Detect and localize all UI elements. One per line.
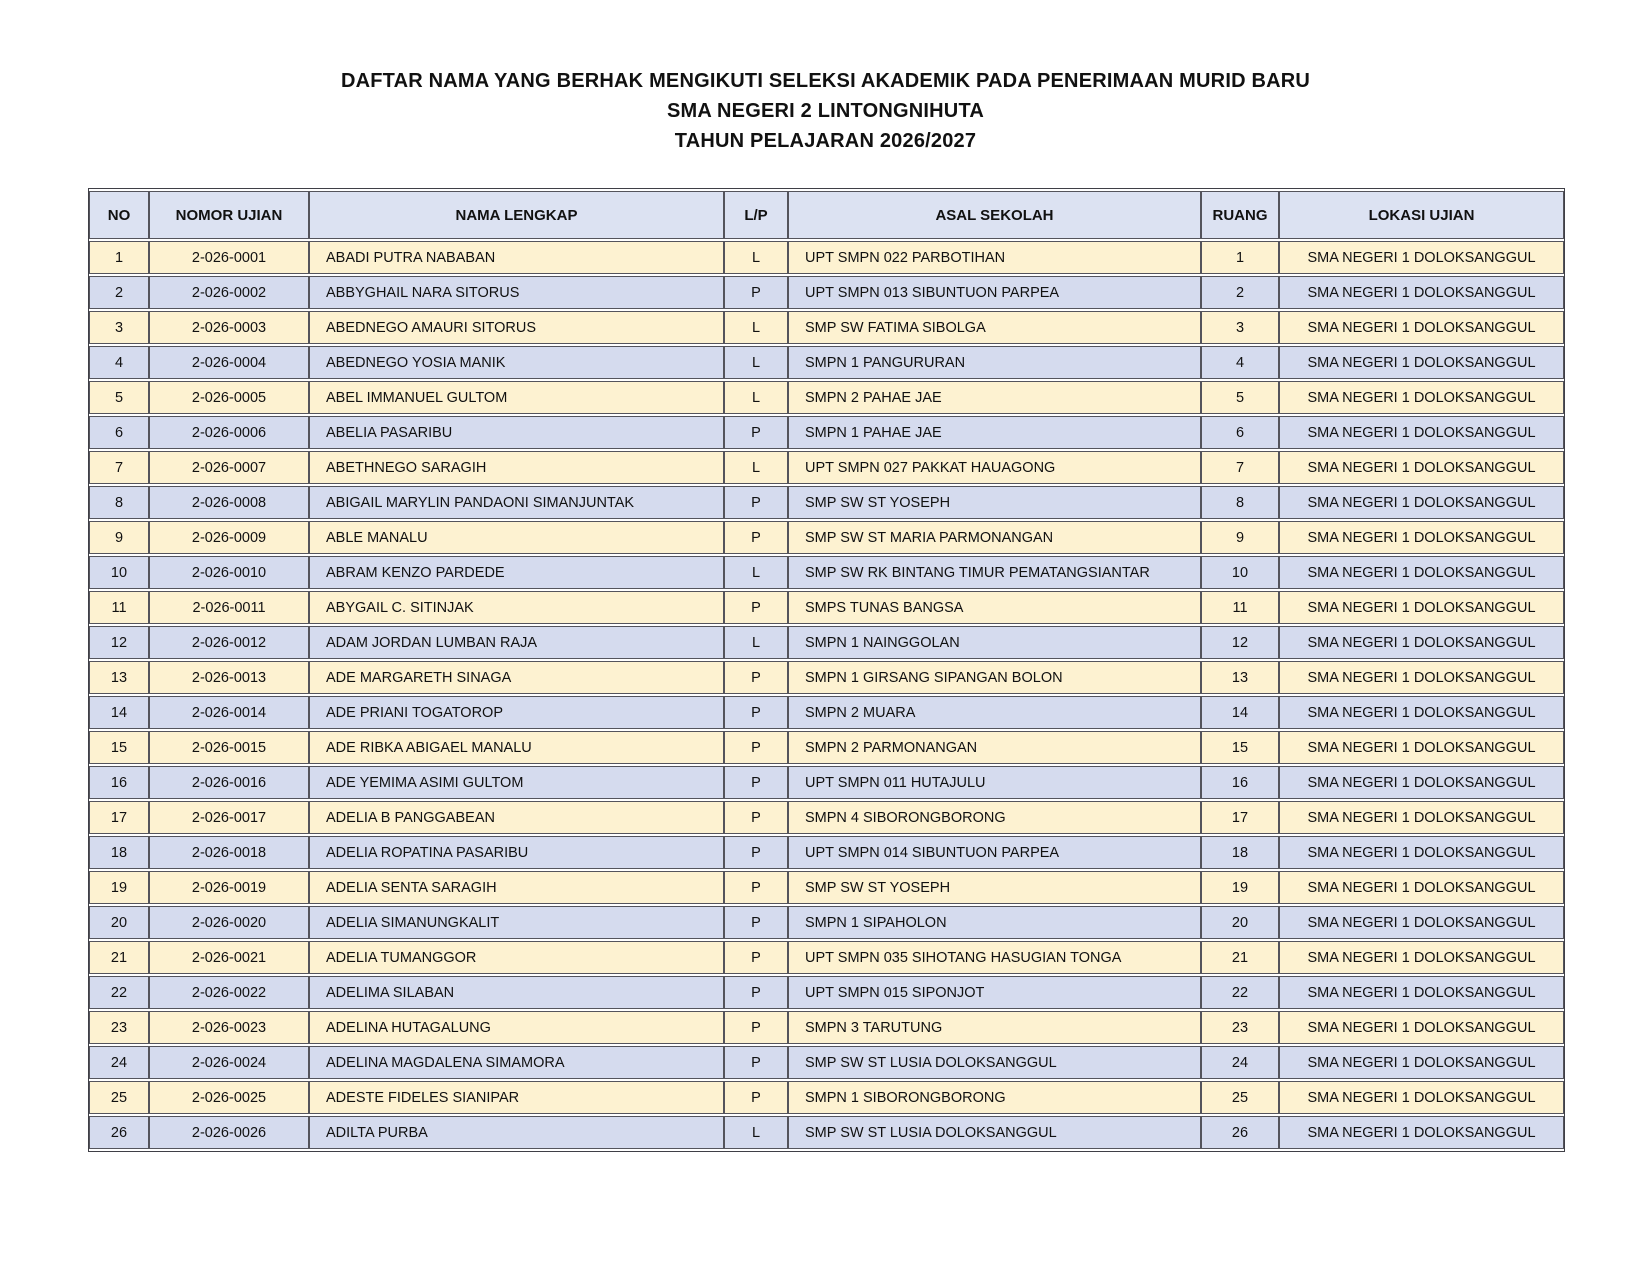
cell-exam-number: 2-026-0014: [149, 696, 309, 729]
table-row: [89, 626, 1564, 659]
table-row: [89, 416, 1564, 449]
cell-room: 17: [1201, 801, 1279, 834]
cell-exam-location: SMA NEGERI 1 DOLOKSANGGUL: [1279, 976, 1564, 1009]
cell-exam-location: SMA NEGERI 1 DOLOKSANGGUL: [1279, 311, 1564, 344]
cell-origin-school: SMPN 1 NAINGGOLAN: [788, 626, 1201, 659]
cell-full-name: ADE PRIANI TOGATOROP: [309, 696, 724, 729]
cell-gender: P: [724, 941, 788, 974]
cell-exam-location: SMA NEGERI 1 DOLOKSANGGUL: [1279, 731, 1564, 764]
cell-exam-number: 2-026-0007: [149, 451, 309, 484]
cell-no: 26: [89, 1116, 149, 1149]
cell-no: 17: [89, 801, 149, 834]
cell-exam-number: 2-026-0026: [149, 1116, 309, 1149]
cell-room: 12: [1201, 626, 1279, 659]
cell-gender: L: [724, 311, 788, 344]
cell-full-name: ABADI PUTRA NABABAN: [309, 241, 724, 274]
cell-gender: P: [724, 591, 788, 624]
cell-gender: P: [724, 486, 788, 519]
cell-exam-location: SMA NEGERI 1 DOLOKSANGGUL: [1279, 1046, 1564, 1079]
cell-full-name: ABEDNEGO YOSIA MANIK: [309, 346, 724, 379]
cell-no: 1: [89, 241, 149, 274]
cell-origin-school: SMPN 2 MUARA: [788, 696, 1201, 729]
cell-exam-number: 2-026-0013: [149, 661, 309, 694]
cell-room: 1: [1201, 241, 1279, 274]
table-row: [89, 836, 1564, 869]
cell-room: 19: [1201, 871, 1279, 904]
cell-exam-location: SMA NEGERI 1 DOLOKSANGGUL: [1279, 696, 1564, 729]
table-row: [89, 906, 1564, 939]
cell-full-name: ADAM JORDAN LUMBAN RAJA: [309, 626, 724, 659]
cell-origin-school: SMP SW FATIMA SIBOLGA: [788, 311, 1201, 344]
cell-gender: P: [724, 661, 788, 694]
cell-room: 10: [1201, 556, 1279, 589]
cell-no: 25: [89, 1081, 149, 1114]
cell-exam-location: SMA NEGERI 1 DOLOKSANGGUL: [1279, 241, 1564, 274]
table-row: [89, 766, 1564, 799]
cell-gender: L: [724, 626, 788, 659]
table-row: [89, 941, 1564, 974]
table-row: [89, 451, 1564, 484]
cell-exam-number: 2-026-0009: [149, 521, 309, 554]
cell-exam-location: SMA NEGERI 1 DOLOKSANGGUL: [1279, 906, 1564, 939]
cell-exam-number: 2-026-0016: [149, 766, 309, 799]
cell-room: 23: [1201, 1011, 1279, 1044]
cell-exam-location: SMA NEGERI 1 DOLOKSANGGUL: [1279, 661, 1564, 694]
cell-exam-location: SMA NEGERI 1 DOLOKSANGGUL: [1279, 836, 1564, 869]
cell-origin-school: SMPN 4 SIBORONGBORONG: [788, 801, 1201, 834]
cell-gender: P: [724, 416, 788, 449]
cell-exam-number: 2-026-0020: [149, 906, 309, 939]
header-cell-origin-school: ASAL SEKOLAH: [788, 191, 1201, 239]
cell-gender: L: [724, 346, 788, 379]
table-row: [89, 1011, 1564, 1044]
cell-room: 6: [1201, 416, 1279, 449]
cell-full-name: ABRAM KENZO PARDEDE: [309, 556, 724, 589]
table-row: [89, 871, 1564, 904]
cell-room: 5: [1201, 381, 1279, 414]
cell-room: 26: [1201, 1116, 1279, 1149]
cell-room: 18: [1201, 836, 1279, 869]
cell-room: 25: [1201, 1081, 1279, 1114]
table-row: [89, 241, 1564, 274]
cell-exam-location: SMA NEGERI 1 DOLOKSANGGUL: [1279, 871, 1564, 904]
cell-full-name: ADELIA TUMANGGOR: [309, 941, 724, 974]
cell-exam-number: 2-026-0005: [149, 381, 309, 414]
cell-exam-number: 2-026-0015: [149, 731, 309, 764]
cell-origin-school: UPT SMPN 011 HUTAJULU: [788, 766, 1201, 799]
header-cell-full-name: NAMA LENGKAP: [309, 191, 724, 239]
cell-full-name: ABELIA PASARIBU: [309, 416, 724, 449]
cell-room: 21: [1201, 941, 1279, 974]
cell-origin-school: SMPN 1 PAHAE JAE: [788, 416, 1201, 449]
table-row: [89, 976, 1564, 1009]
cell-no: 22: [89, 976, 149, 1009]
page-title-line1: DAFTAR NAMA YANG BERHAK MENGIKUTI SELEKSI AKADEMIK PADA PENERIMAAN MURID BARU: [340, 70, 1311, 92]
cell-origin-school: SMPN 1 PANGURURAN: [788, 346, 1201, 379]
cell-gender: P: [724, 836, 788, 869]
cell-room: 9: [1201, 521, 1279, 554]
cell-gender: L: [724, 451, 788, 484]
cell-no: 18: [89, 836, 149, 869]
cell-full-name: ADELIA SENTA SARAGIH: [309, 871, 724, 904]
cell-no: 19: [89, 871, 149, 904]
cell-room: 7: [1201, 451, 1279, 484]
cell-exam-number: 2-026-0001: [149, 241, 309, 274]
cell-exam-location: SMA NEGERI 1 DOLOKSANGGUL: [1279, 626, 1564, 659]
cell-exam-location: SMA NEGERI 1 DOLOKSANGGUL: [1279, 346, 1564, 379]
table-row: [89, 521, 1564, 554]
cell-gender: P: [724, 521, 788, 554]
cell-full-name: ADELIA ROPATINA PASARIBU: [309, 836, 724, 869]
cell-exam-number: 2-026-0017: [149, 801, 309, 834]
cell-origin-school: UPT SMPN 014 SIBUNTUON PARPEA: [788, 836, 1201, 869]
cell-gender: P: [724, 731, 788, 764]
cell-exam-number: 2-026-0019: [149, 871, 309, 904]
cell-exam-number: 2-026-0008: [149, 486, 309, 519]
cell-no: 16: [89, 766, 149, 799]
cell-room: 13: [1201, 661, 1279, 694]
cell-room: 8: [1201, 486, 1279, 519]
cell-no: 8: [89, 486, 149, 519]
cell-gender: L: [724, 241, 788, 274]
cell-room: 24: [1201, 1046, 1279, 1079]
cell-exam-location: SMA NEGERI 1 DOLOKSANGGUL: [1279, 451, 1564, 484]
header-cell-exam-number: NOMOR UJIAN: [149, 191, 309, 239]
cell-gender: P: [724, 1011, 788, 1044]
cell-room: 14: [1201, 696, 1279, 729]
cell-gender: L: [724, 1116, 788, 1149]
cell-full-name: ADELIA SIMANUNGKALIT: [309, 906, 724, 939]
cell-exam-location: SMA NEGERI 1 DOLOKSANGGUL: [1279, 276, 1564, 309]
header-cell-exam-location: LOKASI UJIAN: [1279, 191, 1564, 239]
cell-origin-school: UPT SMPN 015 SIPONJOT: [788, 976, 1201, 1009]
header-cell-gender: L/P: [724, 191, 788, 239]
cell-origin-school: SMPN 2 PAHAE JAE: [788, 381, 1201, 414]
cell-exam-number: 2-026-0022: [149, 976, 309, 1009]
cell-full-name: ADE RIBKA ABIGAEL MANALU: [309, 731, 724, 764]
page-title-line2: SMA NEGERI 2 LINTONGNIHUTA: [666, 100, 985, 122]
cell-exam-number: 2-026-0003: [149, 311, 309, 344]
cell-exam-number: 2-026-0012: [149, 626, 309, 659]
cell-exam-location: SMA NEGERI 1 DOLOKSANGGUL: [1279, 591, 1564, 624]
cell-full-name: ADE YEMIMA ASIMI GULTOM: [309, 766, 724, 799]
cell-full-name: ADELIA B PANGGABEAN: [309, 801, 724, 834]
table-row: [89, 381, 1564, 414]
cell-full-name: ABETHNEGO SARAGIH: [309, 451, 724, 484]
table-row: [89, 1081, 1564, 1114]
cell-room: 20: [1201, 906, 1279, 939]
cell-room: 16: [1201, 766, 1279, 799]
table-row: [89, 1116, 1564, 1149]
cell-origin-school: SMP SW RK BINTANG TIMUR PEMATANGSIANTAR: [788, 556, 1201, 589]
cell-gender: P: [724, 696, 788, 729]
cell-no: 12: [89, 626, 149, 659]
cell-exam-number: 2-026-0011: [149, 591, 309, 624]
cell-gender: P: [724, 766, 788, 799]
cell-exam-number: 2-026-0002: [149, 276, 309, 309]
cell-origin-school: SMP SW ST LUSIA DOLOKSANGGUL: [788, 1046, 1201, 1079]
cell-gender: P: [724, 1046, 788, 1079]
exam-candidates-table: [88, 188, 1565, 1152]
cell-origin-school: SMPN 1 GIRSANG SIPANGAN BOLON: [788, 661, 1201, 694]
cell-exam-number: 2-026-0021: [149, 941, 309, 974]
cell-room: 15: [1201, 731, 1279, 764]
table-row: [89, 486, 1564, 519]
cell-origin-school: SMPN 1 SIBORONGBORONG: [788, 1081, 1201, 1114]
cell-no: 20: [89, 906, 149, 939]
cell-origin-school: SMP SW ST MARIA PARMONANGAN: [788, 521, 1201, 554]
cell-gender: P: [724, 906, 788, 939]
cell-exam-location: SMA NEGERI 1 DOLOKSANGGUL: [1279, 766, 1564, 799]
table-row: [89, 311, 1564, 344]
cell-room: 22: [1201, 976, 1279, 1009]
cell-origin-school: SMP SW ST YOSEPH: [788, 871, 1201, 904]
cell-full-name: ABEDNEGO AMAURI SITORUS: [309, 311, 724, 344]
table-row: [89, 346, 1564, 379]
cell-full-name: ABLE MANALU: [309, 521, 724, 554]
cell-origin-school: SMP SW ST YOSEPH: [788, 486, 1201, 519]
cell-origin-school: SMPN 3 TARUTUNG: [788, 1011, 1201, 1044]
page-title: [88, 66, 1563, 156]
cell-full-name: ADELIMA SILABAN: [309, 976, 724, 1009]
cell-no: 2: [89, 276, 149, 309]
cell-no: 23: [89, 1011, 149, 1044]
cell-exam-number: 2-026-0023: [149, 1011, 309, 1044]
cell-gender: P: [724, 801, 788, 834]
cell-exam-number: 2-026-0004: [149, 346, 309, 379]
cell-gender: P: [724, 276, 788, 309]
cell-no: 3: [89, 311, 149, 344]
table-row: [89, 731, 1564, 764]
cell-full-name: ABYGAIL C. SITINJAK: [309, 591, 724, 624]
cell-full-name: ADELINA MAGDALENA SIMAMORA: [309, 1046, 724, 1079]
cell-full-name: ADE MARGARETH SINAGA: [309, 661, 724, 694]
cell-gender: P: [724, 1081, 788, 1114]
cell-exam-location: SMA NEGERI 1 DOLOKSANGGUL: [1279, 486, 1564, 519]
cell-exam-number: 2-026-0025: [149, 1081, 309, 1114]
cell-exam-number: 2-026-0024: [149, 1046, 309, 1079]
cell-gender: P: [724, 976, 788, 1009]
cell-gender: L: [724, 556, 788, 589]
cell-gender: L: [724, 381, 788, 414]
table-row: [89, 591, 1564, 624]
cell-full-name: ABEL IMMANUEL GULTOM: [309, 381, 724, 414]
table-header-row: [89, 191, 1564, 239]
cell-exam-location: SMA NEGERI 1 DOLOKSANGGUL: [1279, 521, 1564, 554]
cell-exam-location: SMA NEGERI 1 DOLOKSANGGUL: [1279, 416, 1564, 449]
cell-origin-school: SMPN 1 SIPAHOLON: [788, 906, 1201, 939]
page-title-line3: TAHUN PELAJARAN 2026/2027: [674, 130, 977, 152]
cell-full-name: ABBYGHAIL NARA SITORUS: [309, 276, 724, 309]
table-row: [89, 276, 1564, 309]
cell-full-name: ADELINA HUTAGALUNG: [309, 1011, 724, 1044]
cell-no: 15: [89, 731, 149, 764]
cell-no: 7: [89, 451, 149, 484]
cell-full-name: ABIGAIL MARYLIN PANDAONI SIMANJUNTAK: [309, 486, 724, 519]
cell-no: 21: [89, 941, 149, 974]
cell-room: 2: [1201, 276, 1279, 309]
cell-no: 4: [89, 346, 149, 379]
cell-room: 4: [1201, 346, 1279, 379]
cell-full-name: ADESTE FIDELES SIANIPAR: [309, 1081, 724, 1114]
cell-exam-number: 2-026-0006: [149, 416, 309, 449]
cell-no: 9: [89, 521, 149, 554]
cell-origin-school: UPT SMPN 022 PARBOTIHAN: [788, 241, 1201, 274]
cell-exam-number: 2-026-0018: [149, 836, 309, 869]
cell-exam-number: 2-026-0010: [149, 556, 309, 589]
cell-no: 5: [89, 381, 149, 414]
cell-exam-location: SMA NEGERI 1 DOLOKSANGGUL: [1279, 941, 1564, 974]
cell-no: 11: [89, 591, 149, 624]
cell-no: 14: [89, 696, 149, 729]
table-row: [89, 801, 1564, 834]
header-cell-room: RUANG: [1201, 191, 1279, 239]
cell-full-name: ADILTA PURBA: [309, 1116, 724, 1149]
cell-origin-school: UPT SMPN 035 SIHOTANG HASUGIAN TONGA: [788, 941, 1201, 974]
cell-origin-school: SMP SW ST LUSIA DOLOKSANGGUL: [788, 1116, 1201, 1149]
cell-no: 24: [89, 1046, 149, 1079]
cell-origin-school: UPT SMPN 013 SIBUNTUON PARPEA: [788, 276, 1201, 309]
header-cell-no: NO: [89, 191, 149, 239]
table-row: [89, 556, 1564, 589]
cell-no: 13: [89, 661, 149, 694]
cell-origin-school: SMPN 2 PARMONANGAN: [788, 731, 1201, 764]
table-row: [89, 661, 1564, 694]
cell-no: 10: [89, 556, 149, 589]
cell-exam-location: SMA NEGERI 1 DOLOKSANGGUL: [1279, 801, 1564, 834]
cell-room: 11: [1201, 591, 1279, 624]
table-row: [89, 696, 1564, 729]
cell-gender: P: [724, 871, 788, 904]
cell-no: 6: [89, 416, 149, 449]
cell-exam-location: SMA NEGERI 1 DOLOKSANGGUL: [1279, 556, 1564, 589]
cell-exam-location: SMA NEGERI 1 DOLOKSANGGUL: [1279, 1116, 1564, 1149]
cell-exam-location: SMA NEGERI 1 DOLOKSANGGUL: [1279, 381, 1564, 414]
document-content: [88, 0, 1563, 1152]
cell-exam-location: SMA NEGERI 1 DOLOKSANGGUL: [1279, 1011, 1564, 1044]
table-row: [89, 1046, 1564, 1079]
cell-origin-school: UPT SMPN 027 PAKKAT HAUAGONG: [788, 451, 1201, 484]
cell-room: 3: [1201, 311, 1279, 344]
cell-exam-location: SMA NEGERI 1 DOLOKSANGGUL: [1279, 1081, 1564, 1114]
cell-origin-school: SMPS TUNAS BANGSA: [788, 591, 1201, 624]
